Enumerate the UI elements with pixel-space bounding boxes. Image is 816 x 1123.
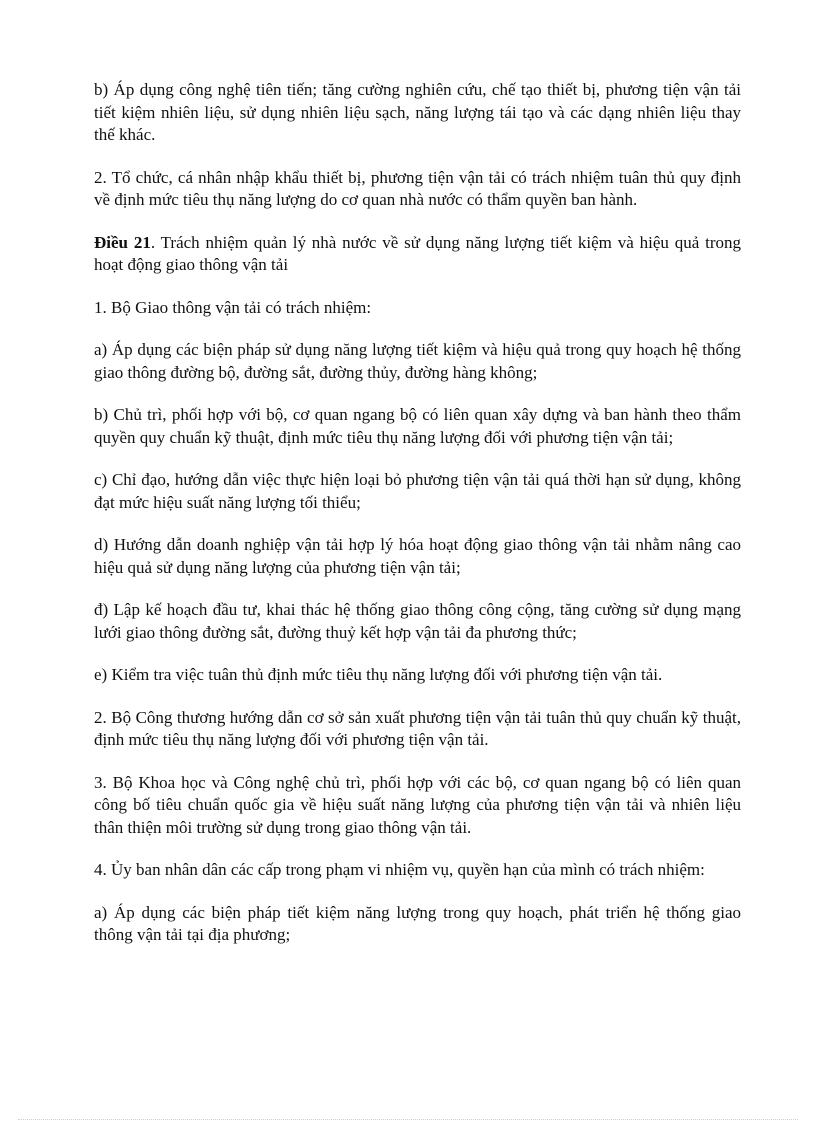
paragraph-3-ministry-science: 3. Bộ Khoa học và Công nghệ chủ trì, phối hợp với các bộ, cơ quan ngang bộ có liên quan công bố tiêu chuẩn quốc gia về hiệu suất năng lượng của phương tiện vận tải và nhiên liệu thân thiện môi trường sử dụng trong giao thông vận tải.	[94, 772, 741, 837]
paragraph-dd-public-transport: đ) Lập kế hoạch đầu tư, khai thác hệ thống giao thông công cộng, tăng cường sử dụng mạng lưới giao thông đường sắt, đường thuỷ kết hợp vận tải đa phương thức;	[94, 600, 741, 642]
paragraph-c-vehicle-removal: c) Chỉ đạo, hướng dẫn việc thực hiện loại bỏ phương tiện vận tải quá thời hạn sử dụng, không đạt mức hiệu suất năng lượng tối thiểu;	[94, 470, 741, 512]
document-body	[94, 79, 741, 967]
paragraph-1-ministry-transport: 1. Bộ Giao thông vận tải có trách nhiệm:	[94, 297, 372, 317]
paragraph-b-advanced-technology: b) Áp dụng công nghệ tiên tiến; tăng cường nghiên cứu, chế tạo thiết bị, phương tiện vận tải tiết kiệm nhiên liệu, sử dụng nhiên liệu sạch, năng lượng tái tạo và các dạng nhiên liệu thay thế khác.	[94, 80, 741, 144]
page-bottom-divider	[18, 1119, 798, 1120]
article-21-heading	[94, 232, 741, 277]
paragraph-2-ministry-industry: 2. Bộ Công thương hướng dẫn cơ sở sản xuất phương tiện vận tải tuân thủ quy chuẩn kỹ thuật, định mức tiêu thụ năng lượng đối với phương tiện vận tải.	[94, 707, 741, 749]
paragraph-e-inspection: e) Kiểm tra việc tuân thủ định mức tiêu thụ năng lượng đối với phương tiện vận tải.	[94, 665, 663, 684]
article-number: Điều 21	[94, 232, 151, 252]
paragraph-d-transport-rationalization: d) Hướng dẫn doanh nghiệp vận tải hợp lý hóa hoạt động giao thông vận tải nhằm nâng cao hiệu quả sử dụng năng lượng của phương tiện vận tải;	[94, 535, 741, 577]
paragraph-b-technical-regulations: b) Chủ trì, phối hợp với bộ, cơ quan ngang bộ có liên quan xây dựng và ban hành theo thẩm quyền quy chuẩn kỹ thuật, định mức tiêu thụ năng lượng đối với phương tiện vận tải;	[94, 405, 741, 447]
paragraph-a-local-planning: a) Áp dụng các biện pháp tiết kiệm năng lượng trong quy hoạch, phát triển hệ thống giao thông vận tải tại địa phương;	[94, 902, 741, 944]
paragraph-2-importers: 2. Tổ chức, cá nhân nhập khẩu thiết bị, phương tiện vận tải có trách nhiệm tuân thủ quy định về định mức tiêu thụ năng lượng do cơ quan nhà nước có thẩm quyền ban hành.	[94, 167, 741, 209]
paragraph-a-planning-measures: a) Áp dụng các biện pháp sử dụng năng lượng tiết kiệm và hiệu quả trong quy hoạch hệ thống giao thông đường bộ, đường sắt, đường thủy, đường hàng không;	[94, 340, 741, 382]
article-title: . Trách nhiệm quản lý nhà nước về sử dụng năng lượng tiết kiệm và hiệu quả trong hoạt động giao thông vận tải	[94, 232, 741, 274]
paragraph-4-peoples-committees: 4. Ủy ban nhân dân các cấp trong phạm vi nhiệm vụ, quyền hạn của mình có trách nhiệm:	[94, 860, 705, 879]
